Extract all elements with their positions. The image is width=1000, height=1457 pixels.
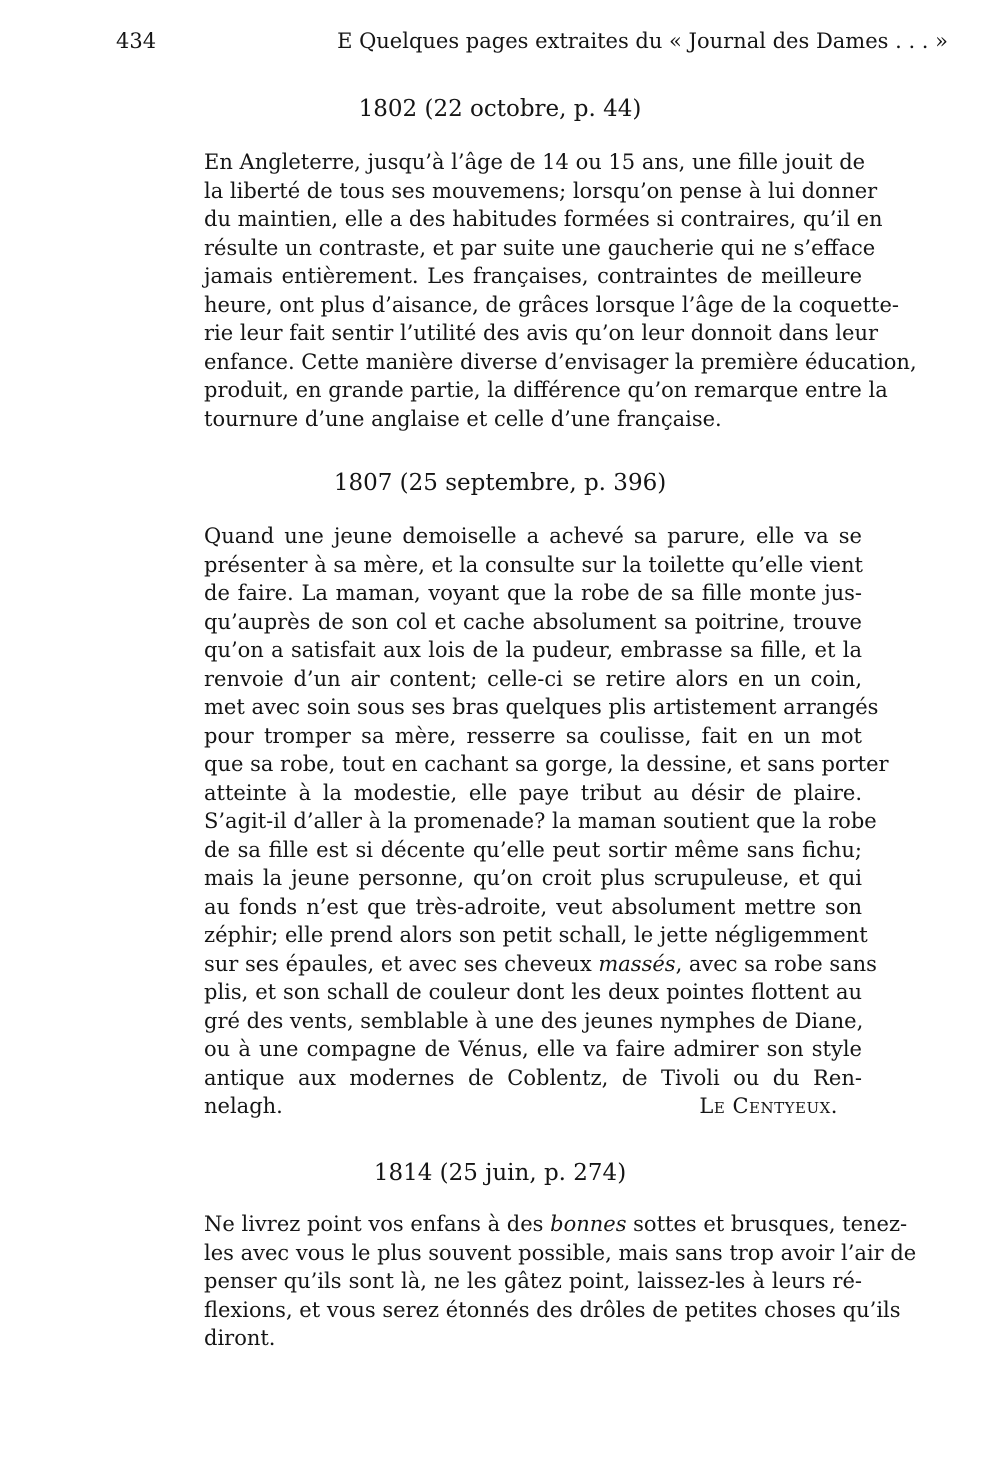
text-line: jamais entièrement. Les françaises, contraintes de meilleure bbox=[204, 264, 862, 288]
text-line: au fonds n’est que très-adroite, veut absolument mettre son bbox=[204, 894, 862, 919]
text-line: de faire. La maman, voyant que la robe de sa fille monte jus- bbox=[204, 581, 862, 605]
text-line: résulte un contraste, et par suite une gaucherie qui ne s’efface bbox=[204, 235, 876, 260]
section-heading-1814: 1814 (25 juin, p. 274) bbox=[373, 1160, 627, 1186]
text-line: nelagh. bbox=[204, 1094, 283, 1118]
paragraph-1814 bbox=[204, 1210, 917, 1353]
text-line: atteinte à la modestie, elle paye tribut au désir de plaire. bbox=[204, 780, 862, 805]
text-line: qu’on a satisfait aux lois de la pudeur, embrasse sa fille, et la bbox=[204, 638, 862, 662]
text-line: zéphir; elle prend alors son petit schall, le jette négligemment bbox=[204, 923, 868, 947]
text-line: S’agit-il d’aller à la promenade? la maman soutient que la robe bbox=[204, 809, 877, 833]
text-line: rie leur fait sentir l’utilité des avis qu’on leur donnoit dans leur bbox=[204, 321, 879, 345]
signature-line bbox=[204, 1092, 862, 1121]
text-line: pour tromper sa mère, resserre sa coulisse, fait en un mot bbox=[204, 723, 862, 748]
paragraph-1807 bbox=[204, 522, 889, 1121]
paragraph-1802 bbox=[204, 148, 917, 433]
text-line: qu’auprès de son col et cache absolument sa poitrine, trouve bbox=[204, 609, 862, 634]
text-line bbox=[204, 950, 877, 979]
text-line: du maintien, elle a des habitudes formées si contraires, qu’il en bbox=[204, 207, 883, 231]
emphasis-text: massés bbox=[598, 951, 676, 976]
emphasis-text: bonnes bbox=[550, 1212, 627, 1236]
text-line: présenter à sa mère, et la consulte sur la toilette qu’elle vient bbox=[204, 552, 863, 577]
text-line: la liberté de tous ses mouvemens; lorsqu’on pense à lui donner bbox=[204, 178, 878, 203]
text-line: renvoie d’un air content; celle-ci se retire alors en un coin, bbox=[204, 666, 862, 691]
running-title: E Quelques pages extraites du « Journal des Dames . . . » bbox=[337, 29, 948, 53]
text-line: antique aux modernes de Coblentz, de Tivoli ou du Ren- bbox=[204, 1065, 862, 1090]
text-line: produit, en grande partie, la différence qu’on remarque entre la bbox=[204, 378, 888, 402]
text-line: plis, et son schall de couleur dont les deux pointes flottent au bbox=[204, 980, 862, 1004]
text-line: met avec soin sous ses bras quelques plis artistement arrangés bbox=[204, 695, 879, 719]
text-line: Quand une jeune demoiselle a achevé sa parure, elle va se bbox=[204, 524, 862, 548]
text-line: penser qu’ils sont là, ne les gâtez point, laissez-les à leurs ré- bbox=[204, 1269, 862, 1293]
text-line: ou à une compagne de Vénus, elle va faire admirer son style bbox=[204, 1037, 862, 1061]
text-line: diront. bbox=[204, 1326, 276, 1350]
text-line: enfance. Cette manière diverse d’envisager la première éducation, bbox=[204, 349, 917, 374]
page-header bbox=[116, 27, 948, 55]
section-heading-1802: 1802 (22 octobre, p. 44) bbox=[358, 96, 642, 122]
text-line: heure, ont plus d’aisance, de grâces lorsque l’âge de la coquette- bbox=[204, 292, 899, 317]
page-number: 434 bbox=[116, 29, 157, 53]
text-line: les avec vous le plus souvent possible, mais sans trop avoir l’air de bbox=[204, 1240, 917, 1265]
text-line: que sa robe, tout en cachant sa gorge, la dessine, et sans porter bbox=[204, 752, 889, 776]
text-line bbox=[204, 1210, 908, 1239]
text-segment: Ne livrez point vos enfans à des bbox=[204, 1212, 551, 1236]
text-line: flexions, et vous serez étonnés des drôles de petites choses qu’ils bbox=[204, 1297, 901, 1322]
text-line: En Angleterre, jusqu’à l’âge de 14 ou 15 ans, une fille jouit de bbox=[204, 150, 866, 174]
text-line: tournure d’une anglaise et celle d’une française. bbox=[204, 406, 722, 431]
author-signature: Le Centyeux. bbox=[699, 1094, 838, 1118]
text-segment: sottes et brusques, tenez- bbox=[626, 1212, 908, 1236]
text-line: de sa fille est si décente qu’elle peut sortir même sans fichu; bbox=[204, 837, 862, 862]
text-line: mais la jeune personne, qu’on croit plus scrupuleuse, et qui bbox=[204, 866, 862, 890]
text-segment: , avec sa robe sans bbox=[675, 951, 877, 976]
text-line: gré des vents, semblable à une des jeunes nymphes de Diane, bbox=[204, 1008, 864, 1033]
section-heading-1807: 1807 (25 septembre, p. 396) bbox=[333, 470, 667, 496]
text-segment: sur ses épaules, et avec ses cheveux bbox=[204, 951, 599, 976]
